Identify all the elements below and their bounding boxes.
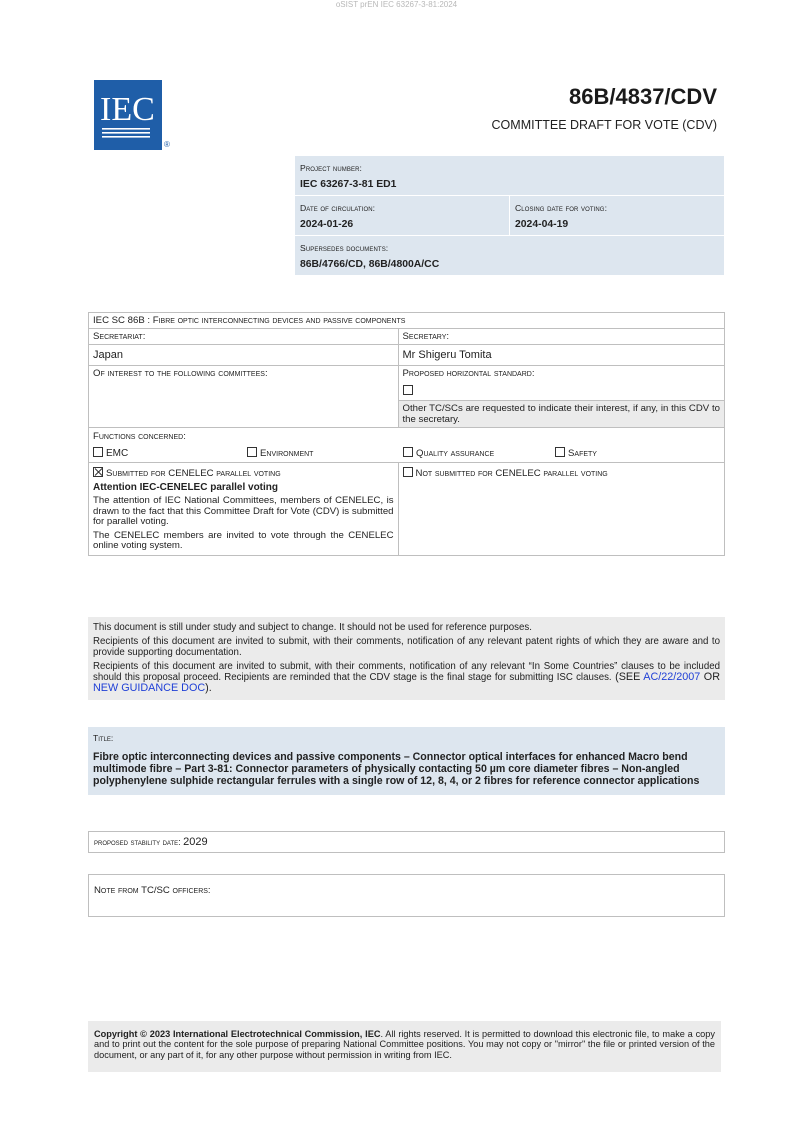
functions-label: Functions concerned:: [93, 431, 186, 442]
circulation-date-label: Date of circulation:: [300, 203, 376, 213]
function-emc[interactable]: EMC: [93, 447, 247, 459]
secretary-label: Secretary:: [398, 329, 724, 345]
secretariat-label: Secretariat:: [89, 329, 399, 345]
ac-22-2007-link[interactable]: AC/22/2007: [643, 671, 701, 683]
officers-note-label: Note from TC/SC officers:: [94, 885, 211, 896]
notice-paragraph-3: Recipients of this document are invited to submit, with their comments, notification of any relevant “In Some Countries” clauses to be included should this proposal proceed. Recipients are reminded that the CDV stage is the final stage for submitting ISC clauses.: [93, 661, 720, 683]
sc-prefix: IEC SC 86B :: [93, 315, 153, 326]
closing-date-label: Closing date for voting:: [515, 203, 608, 213]
function-quality[interactable]: Quality assurance: [403, 447, 555, 459]
title-box: [88, 727, 725, 795]
stability-date-label: proposed stability date:: [94, 837, 184, 847]
notice-paragraph-1: This document is still under study and subject to change. It should not be used for reference purposes.: [93, 622, 532, 633]
environment-checkbox[interactable]: [247, 447, 257, 457]
circulation-date: 2024-01-26: [300, 219, 354, 230]
quality-checkbox[interactable]: [403, 447, 413, 457]
iec-logo: [94, 80, 162, 150]
emc-checkbox[interactable]: [93, 447, 103, 457]
watermark: oSIST prEN IEC 63267-3-81:2024: [335, 0, 458, 9]
logo-text: IEC: [100, 91, 155, 128]
secretariat-value: Japan: [89, 345, 399, 366]
horizontal-standard-checkbox[interactable]: [403, 385, 413, 395]
function-environment[interactable]: Environment: [247, 447, 403, 459]
stability-date-value: 2029: [183, 836, 208, 848]
new-guidance-doc-link[interactable]: NEW GUIDANCE DOC: [93, 682, 206, 694]
copyright-notice: [88, 1021, 721, 1072]
officers-note-box: [88, 874, 725, 917]
copyright-text: . All rights reserved. It is permitted to download this electronic file, to make a copy and to print out the content for the sole purpose of preparing National Committee positions. You may not copy or "mirror" the file or printed version of the document, or any part of it, for any other purpose without permission in writing from IEC.: [94, 1029, 715, 1060]
closing-date: 2024-04-19: [515, 219, 569, 230]
function-safety[interactable]: Safety: [555, 447, 597, 459]
horizontal-note: Other TC/SCs are requested to indicate their interest, if any, in this CDV to the secretary.: [398, 401, 724, 428]
document-number: 86B/4837/CDV: [569, 84, 717, 109]
secretary-value: Mr Shigeru Tomita: [398, 345, 724, 366]
document-type: COMMITTEE DRAFT FOR VOTE (CDV): [491, 118, 717, 132]
project-number-label: Project number:: [300, 163, 363, 173]
notice-box: This document is still under study and subject to change. It should not be used for reference purposes. Recipients of this document are invited to submit, with their comments, notification of any relevant patent rights of which they are aware and to provide supporting documentation. Recipients of this document are invited to submit, with their comments, notification of any relevant “In Some Countries” clauses to be included should this proposal proceed. Recipients are reminded that the CDV stage is the final stage for submitting ISC clauses. (SEE AC/22/2007 OR NEW GUIDANCE DOC).: [88, 617, 725, 700]
horizontal-label: Proposed horizontal standard:: [398, 366, 724, 382]
notice-paragraph-2: Recipients of this document are invited to submit, with their comments, notification of any relevant patent rights of which they are aware and to provide supporting documentation.: [93, 636, 720, 658]
attention-title: Attention IEC-CENELEC parallel voting: [93, 482, 279, 493]
project-number: IEC 63267-3-81 ED1: [300, 179, 397, 190]
stability-date-box: [88, 831, 725, 853]
cenelec-submitted[interactable]: Submitted for CENELEC parallel voting: [93, 467, 394, 479]
cenelec-not-submitted-checkbox[interactable]: [403, 467, 413, 477]
cenelec-submitted-checkbox[interactable]: [93, 467, 103, 477]
interest-label: Of interest to the following committees:: [89, 366, 399, 428]
committee-table: [88, 312, 725, 556]
project-info-box: [295, 156, 724, 275]
cenelec-not-submitted[interactable]: Not submitted for CENELEC parallel voting: [403, 467, 720, 479]
sc-name: Fibre optic interconnecting devices and passive components: [152, 315, 406, 326]
registered-mark: ®: [164, 140, 170, 149]
title-label: Title:: [93, 733, 114, 743]
attention-paragraph-2: The CENELEC members are invited to vote through the CENELEC online voting system.: [93, 529, 394, 551]
document-title: Fibre optic interconnecting devices and passive components – Connector optical interfaces for enhanced Macro bend multimode fibre – Part 3-81: Connector parameters of physically contacting 50 µm core diameter fibres – Non-angled polyphenylene sulphide rectangular ferrules with a single row of 12, 8, 4, or 2 fibres for reference connector applications: [93, 751, 700, 787]
supersedes-documents: 86B/4766/CD, 86B/4800A/CC: [300, 259, 440, 270]
attention-paragraph-1: The attention of IEC National Committees, members of CENELEC, is drawn to the fact that this Committee Draft for Vote (CDV) is submitted for parallel voting.: [93, 495, 394, 527]
copyright-holder: Copyright © 2023 International Electrotechnical Commission, IEC: [94, 1029, 381, 1039]
safety-checkbox[interactable]: [555, 447, 565, 457]
supersedes-label: Supersedes documents:: [300, 243, 389, 253]
